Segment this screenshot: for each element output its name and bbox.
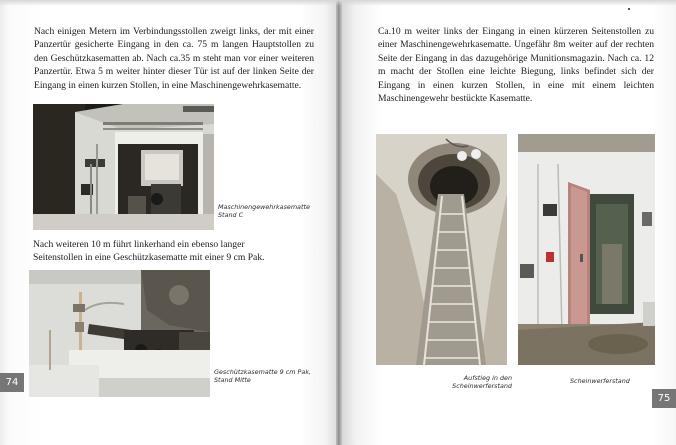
photo-gun-casemate bbox=[29, 270, 210, 397]
caption-searchlight-position: Scheinwerferstand bbox=[570, 377, 630, 385]
top-edge-shadow bbox=[0, 0, 676, 6]
caption-ladder-shaft: Aufstieg in den Scheinwerferstand bbox=[452, 374, 512, 391]
photo-searchlight-position bbox=[518, 134, 655, 365]
photo-ladder-shaft bbox=[376, 134, 507, 365]
photo-mg-casemate bbox=[33, 104, 214, 230]
page-number-right: 75 bbox=[652, 389, 676, 408]
right-paragraph-1: Ca.10 m weiter links der Eingang in einen kürzeren Seitenstollen zu einer Maschinengewehrkasematte. Ungefähr 8m weiter auf der rechten Seite der Eingang in das dazugehörige Munitionsmagazin. Nach ca. 12 m macht der Stollen eine leichte Biegung, links befindet sich der Eingang in einen kurzen Stollen, in eine mit einem leichten Maschinengewehr bestückte Kasematte. bbox=[378, 26, 654, 105]
print-speck bbox=[628, 8, 630, 10]
left-paragraph-2: Nach weiteren 10 m führt linkerhand ein ebenso langer Seitenstollen in eine Geschützkasematte mit einer 9 cm Pak. bbox=[33, 239, 265, 264]
caption-mg-casemate: Maschinengewehrkasematte Stand C bbox=[218, 203, 310, 220]
right-page bbox=[342, 0, 676, 445]
caption-gun-casemate: Geschützkasematte 9 cm Pak, Stand Mitte bbox=[214, 368, 312, 385]
left-paragraph-1: Nach einigen Metern im Verbindungsstollen zweigt links, der mit einer Panzertür gesicherte Eingang in den ca. 75 m langen Hauptstollen zu den Geschützkasematten ab. Nach ca.35 m steht man vor einer weiteren Panzertür. Etwa 5 m weiter hinter dieser Tür ist auf der linken Seite der Eingang in einen kurzen Stollen, in eine Maschinengewehrkasematte. bbox=[34, 26, 314, 91]
left-page bbox=[0, 0, 337, 445]
page-number-left: 74 bbox=[0, 373, 24, 392]
